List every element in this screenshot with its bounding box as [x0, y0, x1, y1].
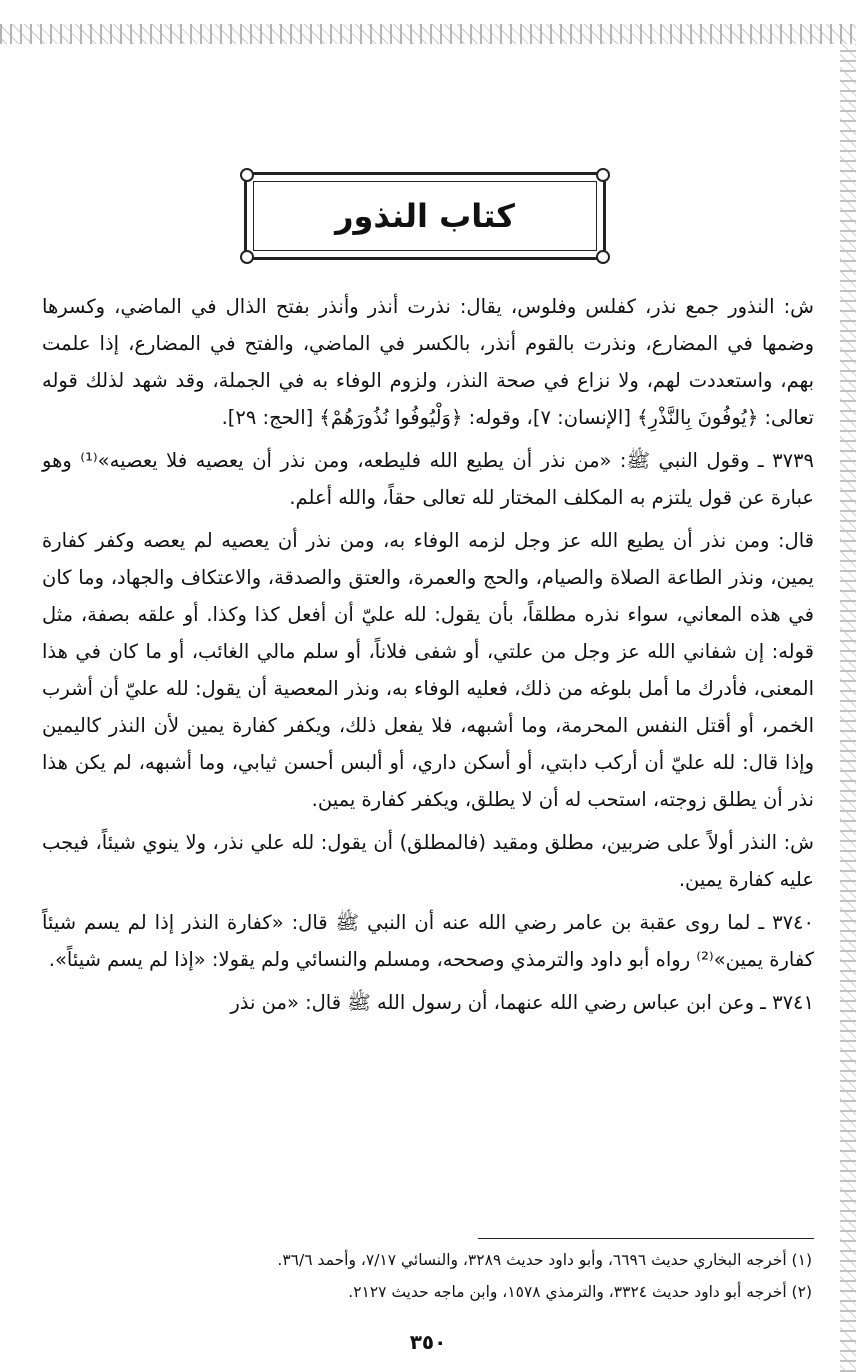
- frame-corner-ornament: [596, 250, 610, 264]
- chapter-title: كتاب النذور: [335, 197, 515, 235]
- frame-corner-ornament: [596, 168, 610, 182]
- frame-corner-ornament: [240, 250, 254, 264]
- footnote-separator: [478, 1238, 814, 1239]
- page-number: ٣٥٠: [409, 1330, 447, 1354]
- chapter-title-frame: [244, 172, 606, 260]
- frame-corner-ornament: [240, 168, 254, 182]
- paragraph-hadith-3740: ٣٧٤٠ ـ لما روى عقبة بن عامر رضي الله عنه أن النبي ﷺ قال: «كفارة النذر إذا لم يسم شيئاً كفارة يمين»⁽²⁾ رواه أبو داود والترمذي وصححه، ومسلم والنسائي ولم يقولا: «إذا لم يسم شيئاً».: [42, 911, 814, 971]
- decorative-top-border: [0, 24, 856, 44]
- footnote-2: (٢) أخرجه أبو داود حديث ٣٣٢٤، والترمذي ١٥٧٨، وابن ماجه حديث ٢١٢٧.: [348, 1283, 812, 1301]
- footnote-1: (١) أخرجه البخاري حديث ٦٦٩٦، وأبو داود حديث ٣٢٨٩، والنسائي ٧/١٧، وأحمد ٣٦/٦.: [277, 1251, 812, 1269]
- paragraph-hadith-3739: ٣٧٣٩ ـ وقول النبي ﷺ: «من نذر أن يطيع الله فليطعه، ومن نذر أن يعصيه فلا يعصيه»⁽¹⁾ وهو عبارة عن قول يلتزم به المكلف المختار لله تعالى حقاً، والله أعلم.: [42, 449, 814, 509]
- paragraph-hadith-3741: ٣٧٤١ ـ وعن ابن عباس رضي الله عنهما، أن رسول الله ﷺ قال: «من نذر: [230, 991, 814, 1014]
- paragraph-matn-qala: قال: ومن نذر أن يطيع الله عز وجل لزمه الوفاء به، ومن نذر أن يعصيه لم يعصه وكفر كفارة يمين، ونذر الطاعة الصلاة والصيام، والحج والعمرة، والعتق والصدقة، والاعتكاف والجهاد، وما كان في هذه المعاني، سواء نذره مطلقاً، بأن يقول: لله عليّ أن أفعل كذا وكذا. أو علقه بصفة، مثل قوله: إن شفاني الله عز وجل من علتي، أو شفى فلاناً، أو سلم مالي الغائب، أو ما كان في هذا المعنى، فأدرك ما أمل بلوغه من ذلك، فعليه الوفاء به، ونذر المعصية أن يقول: لله عليّ أن أشرب الخمر، أو أقتل النفس المحرمة، وما أشبهه، فلا يفعل ذلك، ويكفر كفارة يمين لأن النذر كاليمين وإذا قال: لله عليّ أن أركب دابتي، أو أسكن داري، أو ألبس أحسن ثيابي، وما أشبهه، لم يكن هذا نذر أن يطلق زوجته، استحب له أن لا يطلق، ويكفر كفارة يمين.: [42, 529, 814, 811]
- paragraph-sharh-types: ش: النذر أولاً على ضربين، مطلق ومقيد (فالمطلق) أن يقول: لله علي نذر، ولا ينوي شيئاً، فيجب عليه كفارة يمين.: [42, 831, 814, 891]
- footnotes: [42, 1244, 812, 1308]
- paragraph-sharh-intro: ش: النذور جمع نذر، كفلس وفلوس، يقال: نذرت أنذر وأنذر بفتح الذال في الماضي، وكسرها وضمها في المضارع، ونذرت بالقوم أنذر، بالكسر في الماضي، والفتح في المضارع، إذا علمت بهم، واستعددت لهم، ولا نزاع في صحة النذر، ولزوم الوفاء به في الجملة، وقد شهد لذلك قوله تعالى: ﴿يُوفُونَ بِالنَّذْرِ﴾ [الإنسان: ٧]، وقوله: ﴿وَلْيُوفُوا نُذُورَهُمْ﴾ [الحج: ٢٩].: [42, 295, 814, 429]
- main-text: [42, 288, 814, 1027]
- decorative-right-border: [840, 44, 856, 1372]
